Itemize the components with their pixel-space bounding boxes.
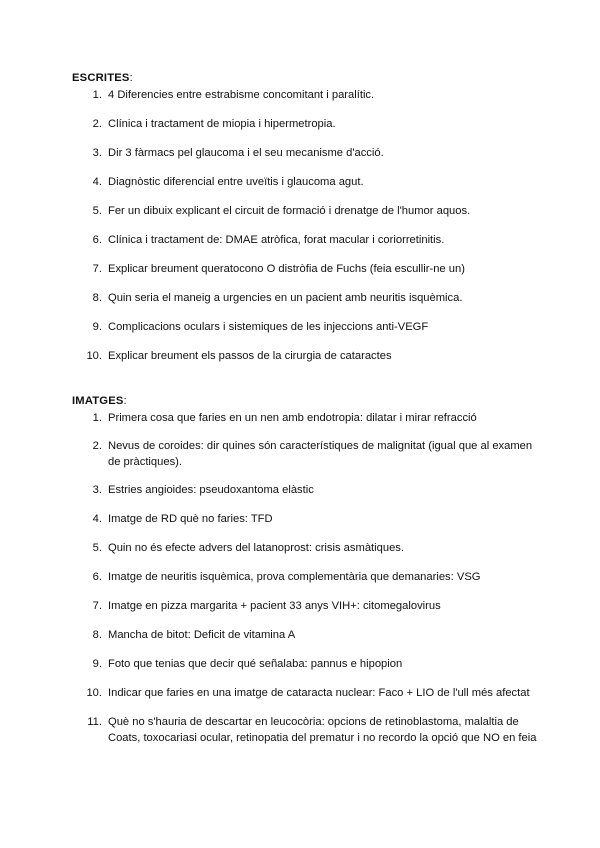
item-number: 2. <box>92 118 102 130</box>
list-item <box>72 319 542 335</box>
item-number: 3. <box>92 147 102 159</box>
item-text: Explicar breument queratocono O distròfia de Fuchs (feia escullir-ne un) <box>108 263 465 275</box>
item-number: 3. <box>92 484 102 496</box>
item-number: 9. <box>92 658 102 670</box>
imatges-heading-colon: : <box>123 395 127 407</box>
item-number: 9. <box>92 321 102 333</box>
item-number: 1. <box>92 89 102 101</box>
list-item <box>72 87 542 103</box>
item-text: Fer un dibuix explicant el circuit de formació i drenatge de l'humor aquos. <box>108 205 471 217</box>
item-text: Nevus de coroides: dir quines són característiques de malignitat (igual que al examen de pràctiques). <box>108 440 533 468</box>
list-item <box>72 598 542 614</box>
list-item <box>72 685 542 701</box>
list-item <box>72 511 542 527</box>
item-number: 7. <box>92 600 102 612</box>
item-number: 10. <box>86 350 102 362</box>
item-number: 1. <box>92 412 102 424</box>
item-text: Indicar que faries en una imatge de cataracta nuclear: Faco + LIO de l'ull més afectat <box>108 687 530 699</box>
item-text: Clínica i tractament de miopia i hipermetropia. <box>108 118 336 130</box>
list-item <box>72 714 542 746</box>
item-text: Diagnòstic diferencial entre uveïtis i glaucoma agut. <box>108 176 364 188</box>
item-text: Foto que tenias que decir qué señalaba: pannus e hipopion <box>108 658 403 670</box>
list-item <box>72 145 542 161</box>
item-text: Clínica i tractament de: DMAE atròfica, forat macular i coriorretinitis. <box>108 234 445 246</box>
item-text: Dir 3 fàrmacs pel glaucoma i el seu mecanisme d'acció. <box>108 147 384 159</box>
item-text: Explicar breument els passos de la cirurgia de cataractes <box>108 350 392 362</box>
list-item <box>72 627 542 643</box>
list-item <box>72 174 542 190</box>
item-text: Quin no és efecte advers del latanoprost: crisis asmàtiques. <box>108 542 404 554</box>
item-number: 7. <box>92 263 102 275</box>
item-number: 10. <box>86 687 102 699</box>
item-text: Imatge de neuritis isquèmica, prova complementària que demanaries: VSG <box>108 571 481 583</box>
item-number: 6. <box>92 234 102 246</box>
list-item <box>72 232 542 248</box>
escrites-heading-text: ESCRITES <box>72 72 130 84</box>
item-text: Estries angioides: pseudoxantoma elàstic <box>108 484 314 496</box>
imatges-section <box>72 393 542 746</box>
list-item <box>72 656 542 672</box>
list-item <box>72 261 542 277</box>
item-number: 2. <box>92 440 102 452</box>
list-item <box>72 116 542 132</box>
item-number: 5. <box>92 205 102 217</box>
list-item <box>72 540 542 556</box>
item-text: Primera cosa que faries en un nen amb endotropia: dilatar i mirar refracció <box>108 412 477 424</box>
list-item <box>72 410 542 426</box>
list-item <box>72 482 542 498</box>
item-text: Complicacions oculars i sistemiques de les injeccions anti-VEGF <box>108 321 429 333</box>
item-text: Què no s'hauria de descartar en leucocòria: opcions de retinoblastoma, malaltia de Coats, toxocariasi ocular, retinopatia del prematur i no recordo la opció que NO en feia <box>108 716 537 744</box>
item-number: 4. <box>92 176 102 188</box>
escrites-heading <box>72 70 542 87</box>
item-number: 8. <box>92 292 102 304</box>
item-number: 5. <box>92 542 102 554</box>
item-text: Quin seria el maneig a urgencies en un pacient amb neuritis isquèmica. <box>108 292 463 304</box>
item-text: 4 Diferencies entre estrabisme concomitant i paralític. <box>108 89 375 101</box>
item-text: Mancha de bitot: Deficit de vitamina A <box>108 629 296 641</box>
item-number: 4. <box>92 513 102 525</box>
item-number: 6. <box>92 571 102 583</box>
list-item <box>72 438 542 470</box>
list-item <box>72 290 542 306</box>
imatges-list <box>72 410 542 746</box>
escrites-heading-colon: : <box>129 72 133 84</box>
item-number: 8. <box>92 629 102 641</box>
list-item <box>72 203 542 219</box>
item-text: Imatge de RD què no faries: TFD <box>108 513 273 525</box>
list-item <box>72 348 542 364</box>
escrites-list <box>72 87 542 364</box>
escrites-section <box>72 70 542 364</box>
imatges-heading <box>72 393 542 410</box>
item-text: Imatge en pizza margarita + pacient 33 anys VIH+: citomegalovirus <box>108 600 441 612</box>
imatges-heading-text: IMATGES <box>72 395 124 407</box>
list-item <box>72 569 542 585</box>
item-number: 11. <box>87 716 102 728</box>
